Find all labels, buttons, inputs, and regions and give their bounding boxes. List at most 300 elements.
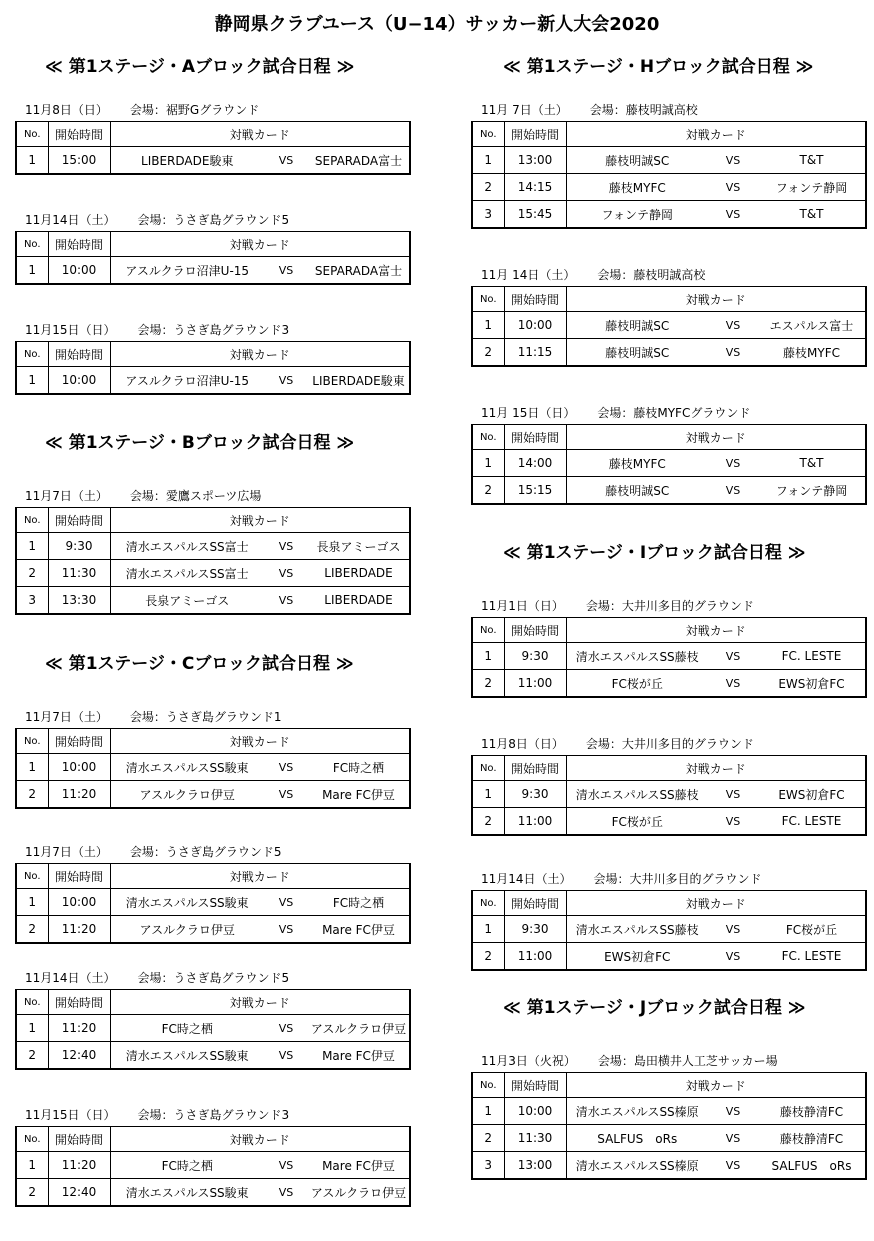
schedule-table bbox=[471, 286, 867, 367]
kickoff-time: 10:00 bbox=[48, 257, 110, 285]
table-row bbox=[472, 808, 866, 836]
match-date: 11月 14日（土） bbox=[481, 268, 576, 282]
header-row bbox=[472, 425, 866, 450]
header-row bbox=[16, 990, 410, 1015]
match-venue: 会場：うさぎ島グラウンド5 bbox=[129, 845, 282, 859]
match-number: 2 bbox=[16, 1179, 48, 1207]
home-team: 清水エスパルスSS藤枝 bbox=[566, 643, 708, 670]
match-date: 11月8日（日） bbox=[481, 737, 564, 751]
header-time: 開始時間 bbox=[48, 342, 110, 367]
match-number: 1 bbox=[16, 533, 48, 560]
header-card: 対戦カード bbox=[110, 990, 410, 1015]
header-card: 対戦カード bbox=[566, 122, 866, 147]
away-team: 長泉アミーゴス bbox=[308, 533, 410, 560]
match-number: 2 bbox=[16, 560, 48, 587]
match-venue: 会場：大井川多目的グラウンド bbox=[585, 737, 754, 751]
header-no: No. bbox=[16, 1127, 48, 1152]
table-row bbox=[472, 312, 866, 339]
kickoff-time: 11:30 bbox=[504, 1125, 566, 1152]
match-number: 3 bbox=[16, 587, 48, 615]
header-row bbox=[472, 122, 866, 147]
vs-label: VS bbox=[264, 781, 308, 809]
header-row bbox=[16, 342, 410, 367]
schedule-table bbox=[15, 728, 411, 809]
header-no: No. bbox=[16, 990, 48, 1015]
header-time: 開始時間 bbox=[504, 425, 566, 450]
match-number: 2 bbox=[16, 916, 48, 944]
match-day-info bbox=[25, 211, 289, 228]
schedule-table bbox=[471, 617, 867, 698]
block-heading: ≪ 第1ステージ・Jブロック試合日程 ≫ bbox=[503, 998, 806, 1018]
header-no: No. bbox=[16, 864, 48, 889]
table-row bbox=[472, 943, 866, 971]
home-team: アスルクラロ伊豆 bbox=[110, 916, 264, 944]
kickoff-time: 11:00 bbox=[504, 670, 566, 698]
kickoff-time: 10:00 bbox=[48, 754, 110, 781]
match-number: 2 bbox=[472, 477, 504, 505]
vs-label: VS bbox=[264, 1042, 308, 1070]
vs-label: VS bbox=[708, 450, 758, 477]
table-row bbox=[16, 916, 410, 944]
schedule-table bbox=[15, 231, 411, 285]
table-row bbox=[16, 257, 410, 285]
match-number: 3 bbox=[472, 201, 504, 229]
away-team: EWS初倉FC bbox=[758, 670, 866, 698]
kickoff-time: 9:30 bbox=[504, 781, 566, 808]
match-number: 1 bbox=[472, 312, 504, 339]
home-team: 清水エスパルスSS駿東 bbox=[110, 1179, 264, 1207]
away-team: Mare FC伊豆 bbox=[308, 781, 410, 809]
header-row bbox=[472, 756, 866, 781]
match-day-info bbox=[25, 487, 261, 504]
header-card: 対戦カード bbox=[110, 508, 410, 533]
away-team: LIBERDADE bbox=[308, 560, 410, 587]
vs-label: VS bbox=[264, 587, 308, 615]
match-day-info bbox=[481, 870, 762, 887]
table-row bbox=[472, 1152, 866, 1180]
header-no: No. bbox=[16, 729, 48, 754]
home-team: 清水エスパルスSS榛原 bbox=[566, 1098, 708, 1125]
block-heading: ≪ 第1ステージ・Aブロック試合日程 ≫ bbox=[45, 57, 355, 77]
table-row bbox=[16, 1152, 410, 1179]
away-team: アスルクラロ伊豆 bbox=[308, 1015, 410, 1042]
match-venue: 会場：藤枝MYFCグラウンド bbox=[597, 406, 751, 420]
vs-label: VS bbox=[708, 916, 758, 943]
home-team: 藤枝明誠SC bbox=[566, 147, 708, 174]
header-time: 開始時間 bbox=[48, 729, 110, 754]
table-row bbox=[16, 1179, 410, 1207]
vs-label: VS bbox=[264, 1015, 308, 1042]
vs-label: VS bbox=[264, 1179, 308, 1207]
match-number: 1 bbox=[16, 889, 48, 916]
match-date: 11月1日（日） bbox=[481, 599, 564, 613]
match-date: 11月15日（日） bbox=[25, 1108, 116, 1122]
header-row bbox=[16, 729, 410, 754]
home-team: FC桜が丘 bbox=[566, 670, 708, 698]
match-venue: 会場：愛鷹スポーツ広場 bbox=[129, 489, 262, 503]
away-team: FC桜が丘 bbox=[758, 916, 866, 943]
table-row bbox=[16, 587, 410, 615]
kickoff-time: 11:20 bbox=[48, 1152, 110, 1179]
home-team: 清水エスパルスSS藤枝 bbox=[566, 781, 708, 808]
match-venue: 会場：うさぎ島グラウンド5 bbox=[137, 971, 290, 985]
header-card: 対戦カード bbox=[566, 618, 866, 643]
header-time: 開始時間 bbox=[504, 287, 566, 312]
table-row bbox=[472, 450, 866, 477]
match-number: 2 bbox=[472, 1125, 504, 1152]
table-row bbox=[472, 477, 866, 505]
block-heading: ≪ 第1ステージ・Bブロック試合日程 ≫ bbox=[45, 433, 355, 453]
schedule-table bbox=[15, 341, 411, 395]
home-team: 長泉アミーゴス bbox=[110, 587, 264, 615]
match-date: 11月7日（土） bbox=[25, 489, 108, 503]
home-team: アスルクラロ沼津U-15 bbox=[110, 257, 264, 285]
away-team: T&T bbox=[758, 147, 866, 174]
header-time: 開始時間 bbox=[48, 122, 110, 147]
match-date: 11月7日（土） bbox=[25, 710, 108, 724]
header-time: 開始時間 bbox=[504, 891, 566, 916]
match-number: 2 bbox=[472, 808, 504, 836]
kickoff-time: 13:30 bbox=[48, 587, 110, 615]
header-card: 対戦カード bbox=[566, 287, 866, 312]
home-team: EWS初倉FC bbox=[566, 943, 708, 971]
match-number: 1 bbox=[16, 1152, 48, 1179]
match-day-info bbox=[25, 843, 282, 860]
match-date: 11月15日（日） bbox=[25, 323, 116, 337]
table-row bbox=[16, 1042, 410, 1070]
match-number: 1 bbox=[16, 367, 48, 395]
vs-label: VS bbox=[708, 1098, 758, 1125]
vs-label: VS bbox=[708, 643, 758, 670]
match-date: 11月14日（土） bbox=[481, 872, 572, 886]
match-date: 11月14日（土） bbox=[25, 971, 116, 985]
header-row bbox=[472, 287, 866, 312]
table-row bbox=[472, 643, 866, 670]
match-number: 2 bbox=[472, 339, 504, 367]
vs-label: VS bbox=[708, 174, 758, 201]
match-venue: 会場：島田横井人工芝サッカー場 bbox=[597, 1054, 778, 1068]
header-time: 開始時間 bbox=[48, 232, 110, 257]
header-row bbox=[16, 508, 410, 533]
away-team: EWS初倉FC bbox=[758, 781, 866, 808]
header-no: No. bbox=[472, 122, 504, 147]
header-time: 開始時間 bbox=[48, 990, 110, 1015]
away-team: フォンテ静岡 bbox=[758, 174, 866, 201]
home-team: 清水エスパルスSS駿東 bbox=[110, 1042, 264, 1070]
table-row bbox=[472, 339, 866, 367]
table-row bbox=[472, 670, 866, 698]
away-team: LIBERDADE駿東 bbox=[308, 367, 410, 395]
table-row bbox=[472, 174, 866, 201]
header-card: 対戦カード bbox=[110, 864, 410, 889]
schedule-table bbox=[471, 121, 867, 229]
vs-label: VS bbox=[708, 781, 758, 808]
match-day-info bbox=[481, 404, 750, 421]
match-number: 1 bbox=[16, 1015, 48, 1042]
schedule-table bbox=[471, 755, 867, 836]
match-number: 3 bbox=[472, 1152, 504, 1180]
away-team: 藤枝静清FC bbox=[758, 1125, 866, 1152]
match-date: 11月3日（火祝） bbox=[481, 1054, 576, 1068]
match-number: 1 bbox=[472, 643, 504, 670]
kickoff-time: 11:15 bbox=[504, 339, 566, 367]
kickoff-time: 11:00 bbox=[504, 808, 566, 836]
away-team: FC. LESTE bbox=[758, 808, 866, 836]
match-venue: 会場：うさぎ島グラウンド1 bbox=[129, 710, 282, 724]
header-card: 対戦カード bbox=[110, 232, 410, 257]
header-row bbox=[472, 618, 866, 643]
table-row bbox=[472, 781, 866, 808]
match-date: 11月7日（土） bbox=[25, 845, 108, 859]
match-number: 1 bbox=[472, 781, 504, 808]
kickoff-time: 15:00 bbox=[48, 147, 110, 175]
schedule-table bbox=[471, 1072, 867, 1180]
home-team: 藤枝明誠SC bbox=[566, 312, 708, 339]
vs-label: VS bbox=[708, 1125, 758, 1152]
header-no: No. bbox=[472, 756, 504, 781]
vs-label: VS bbox=[264, 257, 308, 285]
schedule-table bbox=[15, 507, 411, 615]
match-number: 2 bbox=[472, 943, 504, 971]
kickoff-time: 12:40 bbox=[48, 1179, 110, 1207]
table-row bbox=[472, 1098, 866, 1125]
header-no: No. bbox=[472, 287, 504, 312]
table-row bbox=[472, 1125, 866, 1152]
home-team: FC時之栖 bbox=[110, 1152, 264, 1179]
kickoff-time: 11:20 bbox=[48, 1015, 110, 1042]
match-day-info bbox=[25, 101, 259, 118]
match-venue: 会場：裾野Gグラウンド bbox=[129, 103, 260, 117]
kickoff-time: 14:00 bbox=[504, 450, 566, 477]
away-team: FC時之栖 bbox=[308, 754, 410, 781]
table-row bbox=[16, 1015, 410, 1042]
match-number: 1 bbox=[472, 450, 504, 477]
header-card: 対戦カード bbox=[110, 729, 410, 754]
match-venue: 会場：うさぎ島グラウンド5 bbox=[137, 213, 290, 227]
match-number: 1 bbox=[16, 257, 48, 285]
header-time: 開始時間 bbox=[504, 122, 566, 147]
match-day-info bbox=[481, 266, 705, 283]
header-card: 対戦カード bbox=[566, 425, 866, 450]
header-card: 対戦カード bbox=[566, 756, 866, 781]
header-no: No. bbox=[472, 891, 504, 916]
away-team: Mare FC伊豆 bbox=[308, 1152, 410, 1179]
match-day-info bbox=[481, 597, 754, 614]
block-heading: ≪ 第1ステージ・Hブロック試合日程 ≫ bbox=[503, 57, 814, 77]
away-team: FC. LESTE bbox=[758, 943, 866, 971]
header-row bbox=[16, 122, 410, 147]
match-number: 1 bbox=[472, 1098, 504, 1125]
kickoff-time: 15:15 bbox=[504, 477, 566, 505]
header-no: No. bbox=[16, 342, 48, 367]
kickoff-time: 11:00 bbox=[504, 943, 566, 971]
match-venue: 会場：藤枝明誠高校 bbox=[597, 268, 706, 282]
vs-label: VS bbox=[708, 1152, 758, 1180]
table-row bbox=[472, 916, 866, 943]
match-number: 1 bbox=[472, 916, 504, 943]
match-number: 1 bbox=[472, 147, 504, 174]
match-venue: 会場：大井川多目的グラウンド bbox=[585, 599, 754, 613]
header-card: 対戦カード bbox=[566, 1073, 866, 1098]
away-team: FC時之栖 bbox=[308, 889, 410, 916]
header-row bbox=[472, 1073, 866, 1098]
match-date: 11月8日（日） bbox=[25, 103, 108, 117]
away-team: エスパルス富士 bbox=[758, 312, 866, 339]
match-date: 11月 15日（日） bbox=[481, 406, 576, 420]
table-row bbox=[16, 560, 410, 587]
table-row bbox=[16, 533, 410, 560]
table-row bbox=[16, 367, 410, 395]
header-no: No. bbox=[16, 232, 48, 257]
schedule-table bbox=[15, 989, 411, 1070]
vs-label: VS bbox=[264, 889, 308, 916]
header-card: 対戦カード bbox=[110, 1127, 410, 1152]
match-day-info bbox=[25, 708, 282, 725]
vs-label: VS bbox=[708, 201, 758, 229]
match-number: 1 bbox=[16, 147, 48, 175]
header-time: 開始時間 bbox=[48, 864, 110, 889]
page-title: 静岡県クラブユース（U−14）サッカー新人大会2020 bbox=[214, 14, 660, 35]
kickoff-time: 9:30 bbox=[48, 533, 110, 560]
kickoff-time: 10:00 bbox=[48, 367, 110, 395]
vs-label: VS bbox=[264, 147, 308, 175]
header-time: 開始時間 bbox=[504, 756, 566, 781]
home-team: 清水エスパルスSS駿東 bbox=[110, 889, 264, 916]
header-no: No. bbox=[472, 1073, 504, 1098]
vs-label: VS bbox=[708, 670, 758, 698]
vs-label: VS bbox=[264, 560, 308, 587]
away-team: LIBERDADE bbox=[308, 587, 410, 615]
home-team: FC時之栖 bbox=[110, 1015, 264, 1042]
away-team: FC. LESTE bbox=[758, 643, 866, 670]
home-team: 藤枝MYFC bbox=[566, 450, 708, 477]
header-row bbox=[472, 891, 866, 916]
home-team: 清水エスパルスSS駿東 bbox=[110, 754, 264, 781]
schedule-table bbox=[471, 890, 867, 971]
match-day-info bbox=[25, 1106, 289, 1123]
vs-label: VS bbox=[708, 312, 758, 339]
away-team: 藤枝静清FC bbox=[758, 1098, 866, 1125]
home-team: 藤枝明誠SC bbox=[566, 339, 708, 367]
match-venue: 会場：うさぎ島グラウンド3 bbox=[137, 323, 290, 337]
kickoff-time: 11:20 bbox=[48, 781, 110, 809]
kickoff-time: 10:00 bbox=[504, 1098, 566, 1125]
vs-label: VS bbox=[708, 477, 758, 505]
vs-label: VS bbox=[708, 147, 758, 174]
home-team: 清水エスパルスSS藤枝 bbox=[566, 916, 708, 943]
match-day-info bbox=[481, 735, 754, 752]
schedule-table bbox=[15, 121, 411, 175]
home-team: 清水エスパルスSS榛原 bbox=[566, 1152, 708, 1180]
away-team: Mare FC伊豆 bbox=[308, 916, 410, 944]
match-number: 2 bbox=[16, 1042, 48, 1070]
match-venue: 会場：うさぎ島グラウンド3 bbox=[137, 1108, 290, 1122]
header-card: 対戦カード bbox=[566, 891, 866, 916]
match-number: 2 bbox=[16, 781, 48, 809]
match-number: 2 bbox=[472, 174, 504, 201]
header-card: 対戦カード bbox=[110, 122, 410, 147]
header-time: 開始時間 bbox=[504, 618, 566, 643]
header-no: No. bbox=[472, 425, 504, 450]
vs-label: VS bbox=[264, 916, 308, 944]
away-team: 藤枝MYFC bbox=[758, 339, 866, 367]
match-day-info bbox=[481, 1052, 778, 1069]
schedule-table bbox=[15, 1126, 411, 1207]
header-time: 開始時間 bbox=[504, 1073, 566, 1098]
match-date: 11月 7日（土） bbox=[481, 103, 568, 117]
away-team: T&T bbox=[758, 450, 866, 477]
match-day-info bbox=[481, 101, 698, 118]
header-row bbox=[16, 1127, 410, 1152]
vs-label: VS bbox=[264, 533, 308, 560]
match-number: 2 bbox=[472, 670, 504, 698]
header-no: No. bbox=[16, 508, 48, 533]
kickoff-time: 9:30 bbox=[504, 916, 566, 943]
match-day-info bbox=[25, 969, 289, 986]
home-team: フォンテ静岡 bbox=[566, 201, 708, 229]
kickoff-time: 13:00 bbox=[504, 1152, 566, 1180]
kickoff-time: 14:15 bbox=[504, 174, 566, 201]
home-team: FC桜が丘 bbox=[566, 808, 708, 836]
away-team: フォンテ静岡 bbox=[758, 477, 866, 505]
table-row bbox=[16, 147, 410, 175]
header-time: 開始時間 bbox=[48, 1127, 110, 1152]
block-heading: ≪ 第1ステージ・Iブロック試合日程 ≫ bbox=[503, 543, 806, 563]
kickoff-time: 11:30 bbox=[48, 560, 110, 587]
home-team: 清水エスパルスSS富士 bbox=[110, 560, 264, 587]
match-venue: 会場：大井川多目的グラウンド bbox=[593, 872, 762, 886]
away-team: SALFUS oRs bbox=[758, 1152, 866, 1180]
match-number: 1 bbox=[16, 754, 48, 781]
vs-label: VS bbox=[708, 943, 758, 971]
table-row bbox=[472, 201, 866, 229]
match-day-info bbox=[25, 321, 289, 338]
vs-label: VS bbox=[708, 808, 758, 836]
block-heading: ≪ 第1ステージ・Cブロック試合日程 ≫ bbox=[45, 654, 354, 674]
header-no: No. bbox=[472, 618, 504, 643]
schedule-table bbox=[471, 424, 867, 505]
header-time: 開始時間 bbox=[48, 508, 110, 533]
home-team: アスルクラロ伊豆 bbox=[110, 781, 264, 809]
table-row bbox=[16, 889, 410, 916]
schedule-table bbox=[15, 863, 411, 944]
away-team: Mare FC伊豆 bbox=[308, 1042, 410, 1070]
kickoff-time: 12:40 bbox=[48, 1042, 110, 1070]
match-venue: 会場：藤枝明誠高校 bbox=[589, 103, 698, 117]
home-team: アスルクラロ沼津U-15 bbox=[110, 367, 264, 395]
vs-label: VS bbox=[708, 339, 758, 367]
vs-label: VS bbox=[264, 754, 308, 781]
kickoff-time: 9:30 bbox=[504, 643, 566, 670]
home-team: LIBERDADE駿東 bbox=[110, 147, 264, 175]
kickoff-time: 15:45 bbox=[504, 201, 566, 229]
header-card: 対戦カード bbox=[110, 342, 410, 367]
kickoff-time: 10:00 bbox=[504, 312, 566, 339]
home-team: 藤枝MYFC bbox=[566, 174, 708, 201]
header-row bbox=[16, 232, 410, 257]
kickoff-time: 11:20 bbox=[48, 916, 110, 944]
away-team: SEPARADA富士 bbox=[308, 147, 410, 175]
match-date: 11月14日（土） bbox=[25, 213, 116, 227]
vs-label: VS bbox=[264, 367, 308, 395]
header-row bbox=[16, 864, 410, 889]
header-no: No. bbox=[16, 122, 48, 147]
vs-label: VS bbox=[264, 1152, 308, 1179]
away-team: T&T bbox=[758, 201, 866, 229]
table-row bbox=[472, 147, 866, 174]
table-row bbox=[16, 754, 410, 781]
kickoff-time: 13:00 bbox=[504, 147, 566, 174]
